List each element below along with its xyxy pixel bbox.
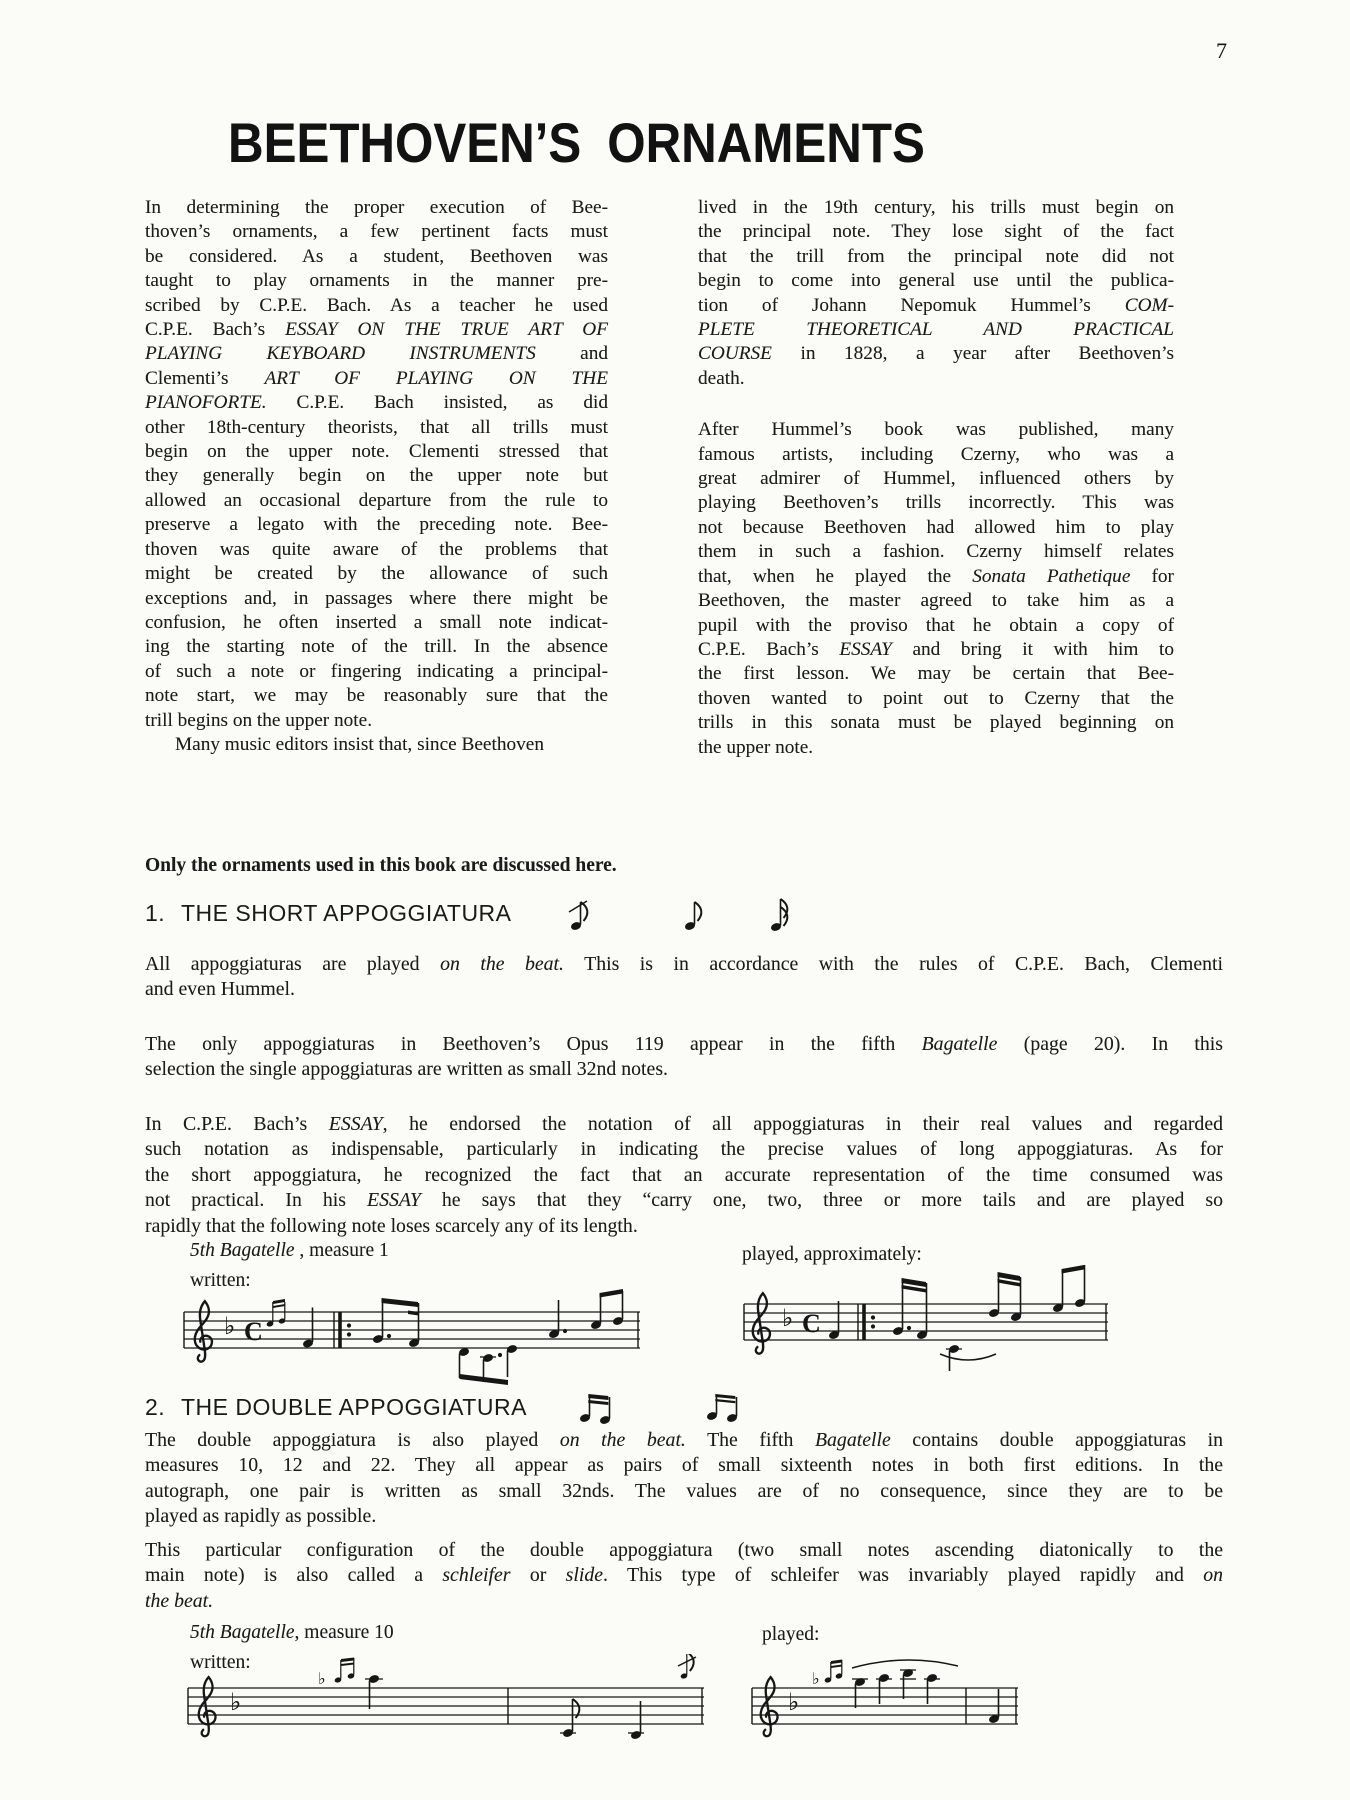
- text-line: selection the single appoggiaturas are written as small 32nd notes.: [145, 1058, 668, 1081]
- svg-text:♭: ♭: [230, 1688, 242, 1716]
- text-line: rapidly that the following note loses scarcely any of its length.: [145, 1214, 638, 1237]
- text-line: such notation as indispensable, particularly in indicating the precise values of long appoggiaturas. As for: [145, 1138, 1223, 1161]
- example-1-played-label: played, approximately:: [742, 1244, 922, 1265]
- svg-text:♭: ♭: [812, 1669, 820, 1688]
- example-2-played-staff: [750, 1654, 1020, 1766]
- text-line: PLAYING KEYBOARD INSTRUMENTS and: [145, 343, 608, 365]
- text-line: ing the starting note of the trill. In the absence: [145, 636, 608, 658]
- text-line: thoven wanted to point out to Czerny that the: [698, 687, 1174, 709]
- example-1-played-staff: [742, 1258, 1110, 1398]
- example-2-played-label: played:: [762, 1624, 820, 1645]
- text-line: that the trill from the principal note did not: [698, 245, 1174, 267]
- text-line: thoven’s ornaments, a few pertinent facts must: [145, 221, 608, 243]
- text-line: COURSE in 1828, a year after Beethoven’s: [698, 343, 1174, 365]
- page-number: 7: [1216, 38, 1227, 63]
- text-line: main note) is also called a schleifer or slide. This type of schleifer was invariably played rapidly and on: [145, 1564, 1223, 1587]
- text-line: All appoggiaturas are played on the beat. This is in accordance with the rules of C.P.E. Bach, Clementi: [145, 953, 1223, 975]
- text-line: PLETE THEORETICAL AND PRACTICAL: [698, 319, 1174, 341]
- example-2-source-label: 5th Bagatelle, measure 10: [190, 1622, 394, 1643]
- text-line: scribed by C.P.E. Bach. As a teacher he used: [145, 294, 608, 316]
- text-line: great admirer of Hummel, influenced others by: [698, 468, 1174, 490]
- text-line: C.P.E. Bach’s ESSAY ON THE TRUE ART OF: [145, 319, 608, 341]
- text-line: Many music editors insist that, since Beethoven: [175, 733, 544, 755]
- text-line: the beat.: [145, 1589, 214, 1612]
- text-line: preserve a legato with the preceding note. Bee-: [145, 514, 608, 536]
- text-line: the principal note. They lose sight of the fact: [698, 221, 1174, 243]
- text-line: The double appoggiatura is also played on the beat. The fifth Bagatelle contains double appoggiaturas in: [145, 1429, 1224, 1451]
- text-line: played as rapidly as possible.: [145, 1505, 377, 1528]
- notice-line: Only the ornaments used in this book are discussed here.: [145, 855, 617, 876]
- text-line: In C.P.E. Bach’s ESSAY, he endorsed the notation of all appoggiaturas in their real values and regarded: [145, 1113, 1223, 1135]
- svg-text:C: C: [244, 1317, 263, 1346]
- text-line: PIANOFORTE. C.P.E. Bach insisted, as did: [145, 392, 608, 414]
- example-1-source-label: 5th Bagatelle , measure 1: [190, 1240, 389, 1261]
- text-line: thoven was quite aware of the problems that: [145, 538, 608, 560]
- text-line: autograph, one pair is written as small 32nds. The values are of no consequence, since they are to be: [145, 1479, 1223, 1502]
- example-2-written-label: written:: [190, 1652, 251, 1673]
- text-line: note start, we may be reasonably sure that the: [145, 685, 608, 707]
- text-line: Beethoven, the master agreed to take him as a: [698, 590, 1174, 612]
- text-line: other 18th-century theorists, that all trills must: [145, 416, 608, 438]
- text-line: and even Hummel.: [145, 978, 295, 1001]
- text-line: confusion, he often inserted a small note indicat-: [145, 611, 608, 633]
- example-1-written-staff: [182, 1272, 642, 1404]
- text-line: taught to play ornaments in the manner pre-: [145, 270, 608, 292]
- text-line: pupil with the proviso that he obtain a copy of: [698, 614, 1174, 636]
- text-line: of such a note or fingering indicating a principal-: [145, 660, 608, 682]
- section-1-heading: [145, 891, 792, 935]
- svg-text:♭: ♭: [788, 1688, 800, 1716]
- text-line: the short appoggiatura, he recognized the fact that an accurate representation of the time consumed was: [145, 1163, 1223, 1186]
- eighth-note-icon: [682, 892, 706, 934]
- text-line: them in such a fashion. Czerny himself relates: [698, 541, 1174, 563]
- page-title: BEETHOVEN’S ORNAMENTS: [228, 111, 925, 174]
- paragraph-double-appoggiatura: [145, 1428, 1223, 1530]
- section-1-number: 1.: [145, 899, 166, 926]
- text-line: that, when he played the Sonata Pathetique for: [698, 565, 1174, 587]
- paragraph-appoggiatura-rule: [145, 952, 1223, 1003]
- text-line: trill begins on the upper note.: [145, 709, 373, 731]
- beamed-sixteenth-pair-icon: [577, 1388, 619, 1426]
- text-line: begin on the upper note. Clementi stressed that: [145, 441, 608, 463]
- text-line: Clementi’s ART OF PLAYING ON THE: [145, 367, 608, 389]
- text-line: The only appoggiaturas in Beethoven’s Opus 119 appear in the fifth Bagatelle (page 20). In this: [145, 1033, 1223, 1055]
- text-line: tion of Johann Nepomuk Hummel’s COM-: [698, 294, 1174, 316]
- paragraph-schleifer: [145, 1538, 1223, 1614]
- svg-text:♭: ♭: [318, 1669, 326, 1688]
- svg-text:C: C: [802, 1309, 821, 1338]
- section-2-title: THE DOUBLE APPOGGIATURA: [181, 1393, 527, 1420]
- text-line: might be created by the allowance of such: [145, 563, 608, 585]
- beamed-sixteenth-pair-small-icon: [704, 1388, 746, 1426]
- svg-text:♭: ♭: [782, 1304, 794, 1332]
- intro-left-column: [145, 196, 608, 757]
- text-line: After Hummel’s book was published, many: [698, 419, 1174, 441]
- text-line: trills in this sonata must be played beginning on: [698, 712, 1174, 734]
- text-line: playing Beethoven’s trills incorrectly. This was: [698, 492, 1174, 514]
- text-line: begin to come into general use until the publica-: [698, 270, 1174, 292]
- text-line: famous artists, including Czerny, who was a: [698, 443, 1174, 465]
- text-line: they generally begin on the upper note but: [145, 465, 608, 487]
- text-line: C.P.E. Bach’s ESSAY and bring it with him to: [698, 638, 1174, 660]
- text-line: allowed an occasional departure from the rule to: [145, 489, 608, 511]
- example-1-written-label: written:: [190, 1270, 251, 1291]
- intro-right-column: [698, 196, 1174, 760]
- sixteenth-note-icon: [768, 891, 792, 935]
- text-line: the upper note.: [698, 736, 814, 758]
- text-line: This particular configuration of the double appoggiatura (two small notes ascending diatonically to the: [145, 1539, 1223, 1561]
- text-line: measures 10, 12 and 22. They all appear as pairs of small sixteenth notes in both first editions. In the: [145, 1454, 1223, 1477]
- paragraph-cpe-bach-essay: [145, 1112, 1223, 1239]
- section-2-number: 2.: [145, 1393, 166, 1420]
- text-line: exceptions and, in passages where there might be: [145, 587, 608, 609]
- paragraph-opus-119: [145, 1032, 1223, 1083]
- text-line: In determining the proper execution of Bee-: [145, 197, 608, 218]
- text-line: not practical. In his ESSAY he says that they “carry one, two, three or more tails and are played so: [145, 1189, 1224, 1212]
- text-line: not because Beethoven had allowed him to play: [698, 516, 1174, 538]
- grace-note-slashed-icon: [568, 892, 594, 934]
- section-1-title: THE SHORT APPOGGIATURA: [181, 899, 512, 926]
- text-line: lived in the 19th century, his trills must begin on: [698, 197, 1174, 218]
- svg-text:♭: ♭: [224, 1312, 236, 1340]
- example-2-written-staff: [186, 1654, 706, 1766]
- text-line: death.: [698, 367, 745, 389]
- text-line: the first lesson. We may be certain that Bee-: [698, 663, 1174, 685]
- section-2-heading: [145, 1388, 746, 1426]
- text-line: be considered. As a student, Beethoven was: [145, 245, 608, 267]
